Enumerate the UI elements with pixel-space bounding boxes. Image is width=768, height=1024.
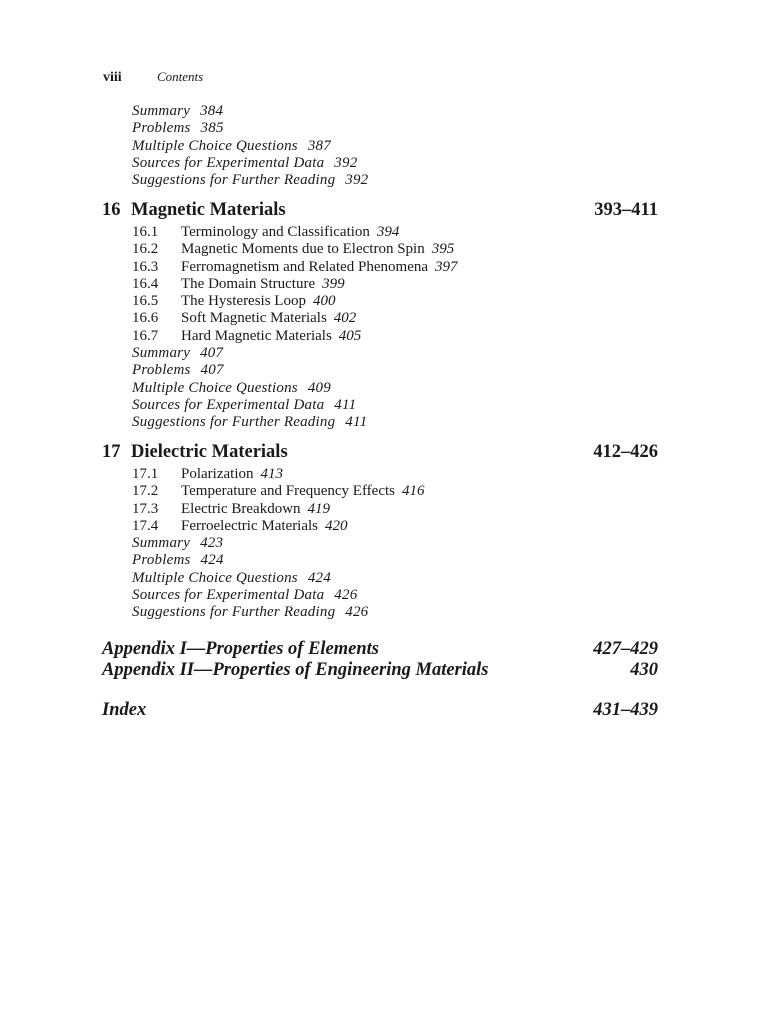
toc-entry bbox=[0, 397, 768, 414]
entry-page: 411 bbox=[334, 396, 357, 413]
section-title: Temperature and Frequency Effects bbox=[181, 483, 395, 500]
entry-page: 407 bbox=[200, 362, 224, 379]
section-number: 17.2 bbox=[132, 483, 159, 500]
chapter-page-range: 412–426 bbox=[593, 442, 658, 462]
entry-label: Summary bbox=[132, 535, 191, 552]
page-folio: viii bbox=[103, 70, 122, 85]
section-number: 16.7 bbox=[132, 327, 159, 344]
chapter-16-entries bbox=[0, 224, 768, 432]
section-page: 416 bbox=[402, 483, 425, 500]
section-number: 16.1 bbox=[132, 224, 159, 240]
section-title: The Domain Structure bbox=[181, 275, 316, 292]
entry-label: Summary bbox=[132, 103, 191, 119]
section-number: 17.3 bbox=[132, 500, 159, 517]
toc-section bbox=[0, 259, 768, 276]
section-page: 395 bbox=[431, 241, 455, 258]
appendix-title: Appendix I—Properties of Elements bbox=[102, 639, 379, 659]
toc-entry bbox=[0, 414, 768, 431]
section-title: Terminology and Classification bbox=[181, 224, 370, 240]
toc-entry bbox=[0, 172, 768, 189]
section-number: 16.3 bbox=[132, 258, 159, 275]
index-page-range: 431–439 bbox=[593, 700, 658, 720]
toc-section bbox=[0, 224, 768, 241]
appendix-title: Appendix II—Properties of Engineering Materials bbox=[102, 660, 489, 680]
entry-page: 426 bbox=[345, 604, 369, 621]
toc-entry bbox=[0, 120, 768, 137]
chapter-15-extras-list bbox=[0, 103, 768, 189]
index-heading bbox=[102, 700, 658, 721]
entry-page: 387 bbox=[307, 137, 331, 154]
entry-page: 392 bbox=[345, 172, 369, 189]
entry-page: 426 bbox=[334, 587, 358, 604]
section-page: 397 bbox=[435, 258, 458, 275]
running-head-title: Contents bbox=[157, 69, 204, 84]
toc-entry bbox=[0, 362, 768, 379]
toc-entry bbox=[0, 535, 768, 552]
chapter-17-sections-list bbox=[0, 466, 768, 622]
entry-label: Problems bbox=[132, 120, 191, 137]
chapter-number: 17 bbox=[102, 442, 121, 462]
toc-entry bbox=[0, 155, 768, 172]
entry-page: 424 bbox=[307, 569, 331, 586]
section-title: Magnetic Moments due to Electron Spin bbox=[181, 241, 425, 258]
chapter-number: 16 bbox=[102, 200, 121, 220]
chapter-16-sections-list bbox=[0, 224, 768, 432]
chapter-title: Magnetic Materials bbox=[131, 200, 286, 220]
toc-entry bbox=[0, 380, 768, 397]
section-number: 16.6 bbox=[132, 310, 159, 327]
section-page: 419 bbox=[307, 500, 331, 517]
entry-page: 392 bbox=[334, 154, 358, 171]
chapter-16-heading bbox=[102, 199, 658, 221]
section-number: 17.1 bbox=[132, 466, 159, 482]
entry-page: 407 bbox=[200, 345, 224, 362]
chapter-page-range: 393–411 bbox=[594, 200, 658, 220]
toc-section bbox=[0, 293, 768, 310]
section-title: The Hysteresis Loop bbox=[181, 293, 306, 310]
chapter-15-tail bbox=[0, 103, 768, 189]
entry-page: 385 bbox=[200, 120, 224, 137]
section-number: 16.5 bbox=[132, 293, 159, 310]
entry-label: Summary bbox=[132, 345, 191, 362]
entry-label: Suggestions for Further Reading bbox=[132, 414, 336, 431]
entry-page: 423 bbox=[200, 535, 224, 552]
toc-entry bbox=[0, 587, 768, 604]
toc-section bbox=[0, 501, 768, 518]
toc-entry bbox=[0, 570, 768, 587]
section-number: 16.2 bbox=[132, 241, 159, 258]
entry-label: Sources for Experimental Data bbox=[132, 587, 325, 604]
section-page: 405 bbox=[338, 327, 362, 344]
toc-section bbox=[0, 483, 768, 500]
section-page: 394 bbox=[376, 224, 400, 240]
toc-section bbox=[0, 241, 768, 258]
section-title: Polarization bbox=[181, 466, 254, 482]
section-title: Ferromagnetism and Related Phenomena bbox=[181, 258, 429, 275]
toc-section bbox=[0, 328, 768, 345]
index-title: Index bbox=[102, 700, 147, 720]
toc-section bbox=[0, 466, 768, 483]
entry-label: Sources for Experimental Data bbox=[132, 396, 325, 413]
section-page: 420 bbox=[325, 517, 348, 534]
entry-page: 411 bbox=[345, 414, 368, 431]
entry-page: 409 bbox=[307, 379, 331, 396]
entry-label: Multiple Choice Questions bbox=[132, 379, 298, 396]
section-title: Electric Breakdown bbox=[181, 500, 301, 517]
entry-label: Multiple Choice Questions bbox=[132, 137, 298, 154]
chapter-title: Dielectric Materials bbox=[131, 442, 288, 462]
chapter-17-heading bbox=[102, 441, 658, 463]
appendix-page-range: 427–429 bbox=[593, 639, 658, 659]
toc-entry bbox=[0, 103, 768, 120]
entry-label: Sources for Experimental Data bbox=[132, 154, 325, 171]
entry-label: Suggestions for Further Reading bbox=[132, 172, 336, 189]
running-head bbox=[103, 69, 203, 86]
toc-entry bbox=[0, 604, 768, 621]
toc-entry bbox=[0, 345, 768, 362]
toc-entry bbox=[0, 552, 768, 569]
section-title: Hard Magnetic Materials bbox=[181, 327, 332, 344]
appendix-2-heading bbox=[102, 660, 658, 681]
chapter-17-entries bbox=[0, 466, 768, 622]
entry-label: Suggestions for Further Reading bbox=[132, 604, 336, 621]
section-number: 17.4 bbox=[132, 517, 159, 534]
section-page: 413 bbox=[260, 466, 283, 482]
toc-section bbox=[0, 276, 768, 293]
section-title: Soft Magnetic Materials bbox=[181, 310, 327, 327]
toc-entry bbox=[0, 138, 768, 155]
appendix-1-heading bbox=[102, 639, 658, 660]
section-number: 16.4 bbox=[132, 275, 159, 292]
entry-page: 384 bbox=[200, 103, 224, 119]
toc-section bbox=[0, 310, 768, 327]
section-title: Ferroelectric Materials bbox=[181, 517, 319, 534]
section-page: 399 bbox=[322, 275, 345, 292]
appendix-page-range: 430 bbox=[630, 660, 658, 680]
entry-label: Problems bbox=[132, 362, 191, 379]
section-page: 402 bbox=[333, 310, 357, 327]
section-page: 400 bbox=[312, 293, 336, 310]
entry-page: 424 bbox=[200, 552, 224, 569]
entry-label: Problems bbox=[132, 552, 191, 569]
toc-section bbox=[0, 518, 768, 535]
entry-label: Multiple Choice Questions bbox=[132, 569, 298, 586]
